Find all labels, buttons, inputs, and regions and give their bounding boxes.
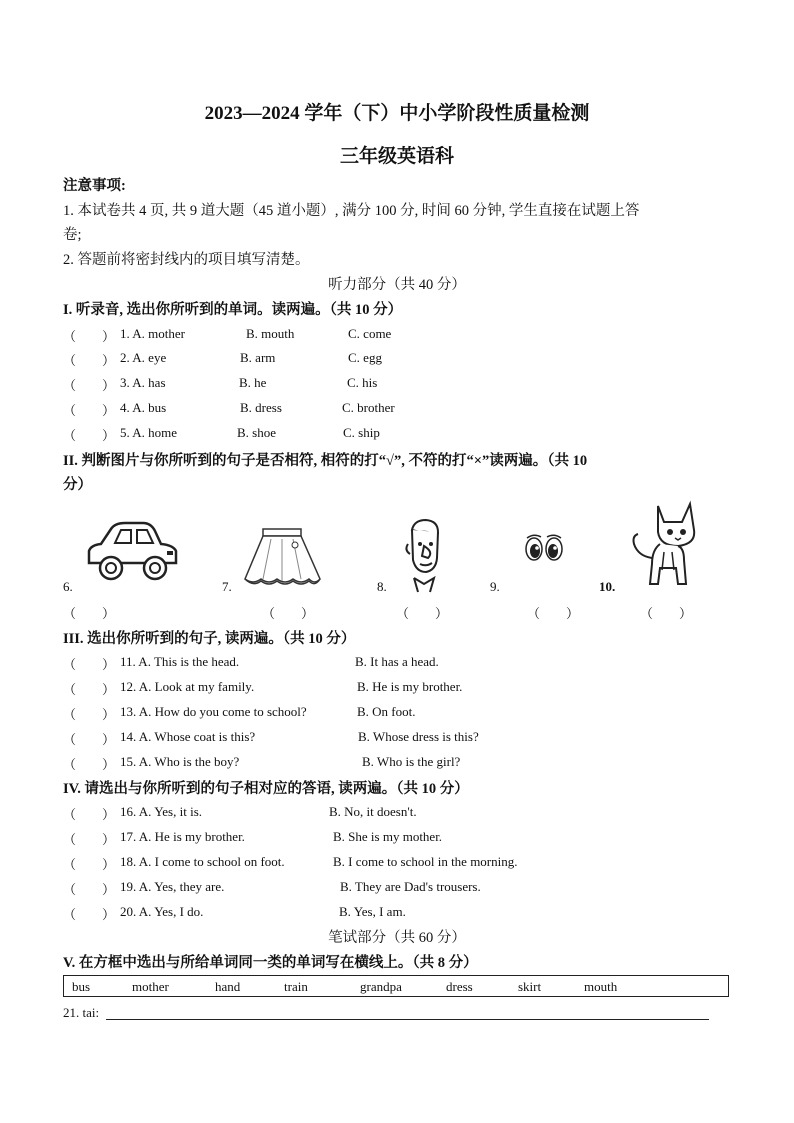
option-c: C. ship: [343, 425, 380, 440]
option-b: B. It has a head.: [355, 654, 439, 669]
word-box: [63, 975, 729, 997]
notice-item-2: 2. 答题前将密封线内的项目填写清楚。: [63, 252, 310, 268]
option-a: 19. A. Yes, they are.: [120, 879, 225, 894]
option-c: C. his: [347, 375, 378, 390]
answer-blank[interactable]: （ ）: [63, 353, 116, 368]
writing-header: 笔试部分（共 60 分）: [328, 930, 466, 946]
face-icon: [400, 518, 445, 593]
option-a: 4. A. bus: [120, 400, 167, 415]
skirt-icon: [241, 527, 323, 589]
answer-blank[interactable]: （ ）: [63, 832, 116, 847]
option-c: C. come: [348, 326, 392, 341]
notice-item-1: 1. 本试卷共 4 页, 共 9 道大题（45 道小题）, 满分 100 分, 时间 60 分钟, 学生直接在试题上答: [63, 203, 640, 219]
option-c: C. brother: [342, 400, 395, 415]
cat-icon: [630, 500, 702, 588]
section-2-title-cont: 分）: [63, 477, 92, 493]
listening-header: 听力部分（共 40 分）: [328, 277, 466, 293]
word-box-item: grandpa: [360, 979, 402, 994]
option-a: 1. A. mother: [120, 326, 185, 341]
option-b: B. dress: [240, 400, 282, 415]
picture-number: 10.: [599, 579, 616, 594]
word-box-item: mouth: [584, 979, 618, 994]
option-c: C. egg: [348, 350, 382, 365]
option-a: 3. A. has: [120, 375, 166, 390]
question-21-label: 21. tai:: [63, 1005, 100, 1020]
option-a: 13. A. How do you come to school?: [120, 704, 307, 719]
word-box-item: skirt: [518, 979, 542, 994]
option-a: 12. A. Look at my family.: [120, 679, 255, 694]
word-box-item: hand: [215, 979, 241, 994]
answer-blank[interactable]: （ ）: [640, 606, 693, 621]
option-a: 16. A. Yes, it is.: [120, 804, 202, 819]
option-a: 15. A. Who is the boy?: [120, 754, 240, 769]
answer-blank[interactable]: （ ）: [63, 757, 116, 772]
answer-blank[interactable]: （ ）: [396, 606, 449, 621]
answer-line-21[interactable]: [106, 1019, 709, 1020]
picture-number: 6.: [63, 579, 73, 594]
answer-blank[interactable]: （ ）: [63, 403, 116, 418]
word-box-item: train: [284, 979, 308, 994]
picture-number: 8.: [377, 579, 387, 594]
section-1-title: I. 听录音, 选出你所听到的单词。读两遍。（共 10 分）: [63, 302, 403, 318]
answer-blank[interactable]: （ ）: [63, 606, 116, 621]
section-5-title: V. 在方框中选出与所给单词同一类的单词写在横线上。（共 8 分）: [63, 955, 478, 971]
option-b: B. I come to school in the morning.: [333, 854, 518, 869]
option-b: B. She is my mother.: [333, 829, 443, 844]
answer-blank[interactable]: （ ）: [63, 807, 116, 822]
option-b: B. Who is the girl?: [362, 754, 461, 769]
answer-blank[interactable]: （ ）: [63, 428, 116, 443]
option-a: 5. A. home: [120, 425, 178, 440]
answer-blank[interactable]: （ ）: [63, 857, 116, 872]
option-b: B. No, it doesn't.: [329, 804, 417, 819]
answer-blank[interactable]: （ ）: [63, 732, 116, 747]
option-a: 20. A. Yes, I do.: [120, 904, 204, 919]
option-b: B. They are Dad's trousers.: [340, 879, 481, 894]
picture-number: 7.: [222, 579, 232, 594]
answer-blank[interactable]: （ ）: [63, 329, 116, 344]
section-3-title: III. 选出你所听到的句子, 读两遍。（共 10 分）: [63, 631, 356, 647]
car-icon: [85, 517, 180, 585]
option-a: 11. A. This is the head.: [120, 654, 240, 669]
option-a: 14. A. Whose coat is this?: [120, 729, 256, 744]
option-b: B. mouth: [246, 326, 295, 341]
option-b: B. shoe: [237, 425, 276, 440]
option-b: B. Yes, I am.: [339, 904, 406, 919]
word-box-item: bus: [72, 979, 91, 994]
section-2-title: II. 判断图片与你所听到的句子是否相符, 相符的打“√”, 不符的打“×”读两遍。（共 10: [63, 453, 588, 469]
option-b: B. He is my brother.: [357, 679, 463, 694]
answer-blank[interactable]: （ ）: [63, 907, 116, 922]
option-a: 17. A. He is my brother.: [120, 829, 245, 844]
option-b: B. Whose dress is this?: [358, 729, 479, 744]
eyes-icon: [524, 533, 564, 563]
section-4-title: IV. 请选出与你所听到的句子相对应的答语, 读两遍。（共 10 分）: [63, 781, 469, 797]
notice-heading: 注意事项:: [63, 178, 126, 194]
answer-blank[interactable]: （ ）: [63, 657, 116, 672]
page-subtitle: 三年级英语科: [339, 146, 454, 167]
option-b: B. arm: [240, 350, 276, 365]
option-a: 2. A. eye: [120, 350, 167, 365]
answer-blank[interactable]: （ ）: [527, 606, 580, 621]
option-b: B. he: [239, 375, 267, 390]
notice-item-1-cont: 卷;: [63, 227, 82, 243]
page-title: 2023—2024 学年（下）中小学阶段性质量检测: [204, 103, 590, 124]
answer-blank[interactable]: （ ）: [63, 682, 116, 697]
option-b: B. On foot.: [357, 704, 416, 719]
word-box-item: dress: [446, 979, 473, 994]
picture-number: 9.: [490, 579, 500, 594]
answer-blank[interactable]: （ ）: [63, 882, 116, 897]
answer-blank[interactable]: （ ）: [63, 378, 116, 393]
word-box-item: mother: [132, 979, 169, 994]
option-a: 18. A. I come to school on foot.: [120, 854, 285, 869]
answer-blank[interactable]: （ ）: [63, 707, 116, 722]
answer-blank[interactable]: （ ）: [262, 606, 315, 621]
